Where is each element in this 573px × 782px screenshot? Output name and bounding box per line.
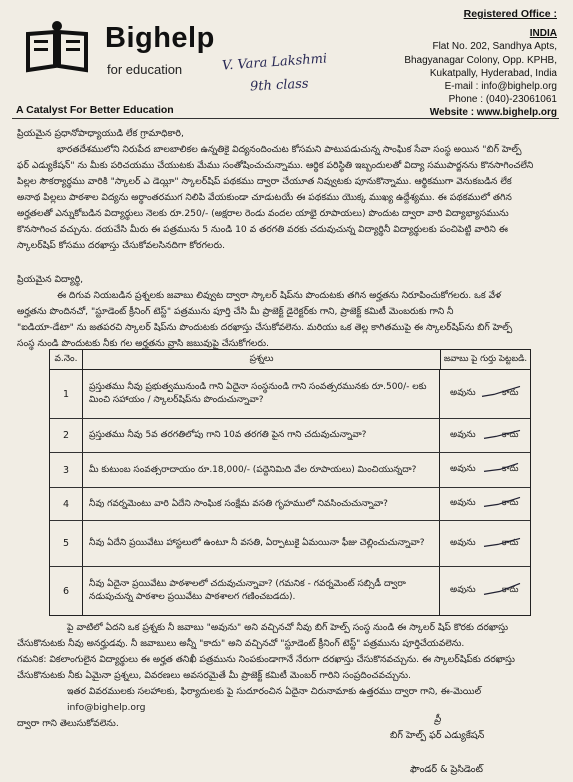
letter-to-headmaster [17,126,557,254]
office-country: INDIA [529,28,557,40]
text-line: పై వాటిలో ఏదని ఒక ప్రశ్నకు నీ జవాబు "అవును" అని వచ్చినచో నీవు బిగ్ హెల్ప్ సంస్థ నుండి ఈ స్కాలర్ షిప్ కొరకు దరఖాస్తు [67,622,509,633]
col-header-questions: ప్రశ్నలు [83,350,441,369]
text-line: అర్హతను పొందినచో, "స్టూడెంట్ క్రీనింగ్ టెస్ట్" పత్రమును పూర్తి చేసి మీ ప్రాజెక్ట్ డైరెక్టర్‌కు గాని, ప్రాజెక్ట్ కమిటీ మెంబరుకు గాని నీ [17,306,454,317]
text-line: ఫర్ ఎడ్యుకేషన్" ను మీకు పరిచయము చేయుటకు మేము సంతోషించుచున్నాము. ఆర్థిక పరిస్థితి ఇబ్బందులతో విద్యా సముపార్జనను కొనసాగించలేని [17,160,534,171]
row-number: 2 [50,419,83,452]
text-line: కొనసాగించ వచ్చును. దయచేసి మీరు ఈ పత్రమును 5 నుండి 10 వ తరగతి వరకు చదువుచున్న విద్యార్థినీ విద్యార్థులకు పంచిపెట్టి వారిని ఈ [17,224,508,235]
question-text: మీ కుటుంబ సంవత్సరాదాయం రూ.18,000/- (పద్దెనిమిది వేల రూపాయలు) మించియున్నదా? [83,453,440,487]
table-row [50,567,530,615]
checkmark-icon [480,460,524,476]
office-address-line: Bhagyanagar Colony, Opp. KPHB, [404,54,557,66]
handwritten-student-name: V. Vara Lakshmi [221,51,328,74]
answer-no[interactable]: కాదు [502,429,519,440]
answer-no[interactable]: కాదు [502,388,519,398]
text-line: స్కాలర్‌షిప్ కోసము దరఖాస్తు చేసుకోవలసినదిగా కోరగలరు. [17,240,226,251]
question-text: నీవు ఏదేని ప్రయివేటు హాస్టలులో ఉంటూ నీ వసతి, ఏర్పాటుకై ఏమయినా ఫీజు చెల్లించుచున్నావా? [83,521,440,566]
text-line: ప్రియమైన విద్యార్థి, [17,274,84,285]
text-line: "ఐడియా-డేటా" ను జతపరచి స్కాలర్ షిప్‌ను పొందుటకు దరఖాస్తు చేసుకోవలెను. మరియు ఒక తెల్ల కాగితముపై ఈ స్కాలర్‌షిప్‌ను బిగ్ హెల్ప్ [17,322,513,333]
brand-subtitle: for education [107,62,183,77]
registered-office-block [337,8,557,120]
answer-cell[interactable] [440,488,530,520]
text-line: ప్రియమైన ప్రధానోపాధ్యాయుడి లేక గ్రామాధికారి, [17,128,184,139]
answer-cell[interactable] [440,453,530,487]
signature-block [390,712,484,778]
row-number: 6 [50,567,83,615]
table-row [50,453,530,488]
row-number: 5 [50,521,83,566]
letter-to-student [17,272,557,352]
question-text: నీవు గవర్నమెంటు వారి ఏదేని సాంఘిక సంక్షేమ వసతి గృహములో నివసించుచున్నావా? [83,488,440,520]
table-header [50,350,530,370]
checkmark-icon [480,581,524,597]
checkmark-icon [480,494,524,510]
text-line: చేసుకొనుటకు నీవు అనర్హుడవు. నీ జవాబులు అన్నీ "కాదు" అని వచ్చినచో "స్టూడెంట్ క్రీనింగ్ టెస్ట్" పత్రమును పూర్తిచేయవలెను. [17,638,465,649]
slogan: A Catalyst For Better Education [16,104,174,116]
office-email: E-mail : info@bighelp.org [444,81,557,93]
answer-cell[interactable] [440,567,530,615]
signature-org: బిగ్ హెల్ప్ ఫర్ ఎడ్యుకేషన్ [390,730,485,741]
question-text: ప్రస్తుతము నీవు 5వ తరగతిలోపు గాని 10వ తరగతి పైన గాని చదువుచున్నావా? [83,419,440,452]
office-address-line: Kukatpally, Hyderabad, India [429,67,557,79]
answer-no[interactable]: కాదు [502,585,519,595]
checkmark-icon [480,384,524,400]
row-number: 3 [50,453,83,487]
table-row [50,419,530,453]
header-divider [12,118,559,119]
col-header-answer: జవాబు పై గుర్తు పెట్టబడి. [443,353,528,364]
office-address-line: Flat No. 202, Sandhya Apts, [432,41,557,53]
brand-name: Bighelp [105,22,215,54]
office-title: Registered Office : [463,8,557,20]
answer-no[interactable]: కాదు [502,537,519,548]
checkmark-icon [480,426,524,442]
text-line: సంస్థ నుండి పొందుటకు నీకు గల అర్హతను వ్రాసి జబువుపై చేసుకోగలరు. [17,338,269,349]
table-row [50,370,530,419]
answer-cell[interactable] [440,370,530,418]
signature-mark: ప్రీ [434,714,441,725]
answer-yes[interactable]: అవును [450,498,476,508]
answer-no[interactable]: కాదు [502,464,519,474]
row-number: 1 [50,370,83,418]
col-header-number: వ.నెం. [50,350,83,369]
question-text: నీవు ఏదైనా ప్రయివేటు పాఠశాలలో చదువుచున్నావా? (గమనిక - గవర్నమెంట్ సబ్సిడీ ద్వారా నడుపుచున్న పాఠశాల ప్రయివేటు పాఠశాలగ గణించబడదు). [83,567,440,615]
text-line: అనాథ పిల్లలు పాఠశాల విద్యను అర్థాంతరముగ నిలిపి వేయకుండా చూడుటయే ఈ పథకము యొక్క ముఖ్య ఉద్దేశ్యము. ఈ పథకములో తగిన [17,192,512,203]
row-number: 4 [50,488,83,520]
question-text: ప్రస్తుతము నీవు ప్రభుత్వమునుండి గాని ఏదైనా సంస్థనుండి గాని సంవత్సరమునకు రూ.500/- లకు మించి సహాయం / స్కాలర్‌షిప్‌ను పొందుచున్నావా? [83,370,440,418]
answer-cell[interactable] [440,419,530,452]
answer-yes[interactable]: అవును [450,429,476,440]
handwritten-class: 9th class [249,76,309,95]
answer-no[interactable]: కాదు [502,498,519,508]
answer-yes[interactable]: అవును [450,388,476,398]
text-line: గమనిక: వికలాంగులైన విద్యార్థులు ఈ అర్హత తనిఖీ పత్రమును నింపకుండాగానే నేరుగా దరఖాస్తు చేసుకొనవచ్చును. ఈ స్కాలర్‌షిప్‌కు దరఖాస్తు [17,654,515,665]
office-website: Website : www.bighelp.org [429,107,557,119]
open-book-logo-icon [22,20,92,78]
answer-cell[interactable] [440,521,530,566]
text-line: చేసుకొనుటకు నీకు ఏమైనా ప్రశ్నలు, వివరణలు అవసరమైతే మీ ప్రాజెక్ట్ కమిటీ మెంబర్ గారిని సంప్రదించవచ్చును. [17,670,411,681]
office-phone: Phone : (040)-23061061 [448,94,557,106]
table-row [50,488,530,521]
eligibility-table [49,349,531,616]
text-line: ఇతర వివరములకు సలహాలకు, ఫిర్యాదులకు పై సుదూరంచిన ఏదైనా చిరునామాకు ఉత్తరము ద్వారా గాని, ఈ-మెయిల్ info@bighelp.org [67,686,482,713]
signature-role: ఫౌండర్ & ప్రెసిడెంట్ [410,764,483,775]
answer-yes[interactable]: అవును [450,585,476,595]
answer-yes[interactable]: అవును [450,464,476,474]
text-line: పిల్లల సౌకర్యార్థము వారికి "స్కాలర్ ఎ డెయ్లీ" స్కాలర్‌షిప్ పథకము ద్వారా చేయూత నివ్వుటకు పూనుకొన్నాము. ఆర్థికముగా వెనుకబడిన లేక [17,176,512,187]
text-line: ఈ దిగువ నియబడిన ప్రశ్నలకు జవాబు లివ్వుట ద్వారా స్కాలర్ షిప్‌ను పొందుటకు తగిన అర్హతను నిరూపించుకోగలరు. ఒక వేళ [57,290,501,301]
text-line: భారతదేశములోని నిరుపేద బాలబాలికల ఉన్నతికై విద్యనందించుట కోసమని పాటుపడుచున్న సాంఘిక సేవా సంస్థ అయిన "బిగ్ హెల్ప్ [57,144,522,155]
text-line: ద్వారా గాని తెలుసుకోవలెను. [17,718,119,729]
text-line: అర్హతలతో ఎన్నుకోబడిన విద్యార్థులు నెలకు రూ.250/- (అక్షరాల రెండు వందల యాభై రూపాయలు) పొందుట ద్వారా వారి విద్యాభ్యాసమును [17,208,509,219]
table-row [50,521,530,567]
checkmark-icon [480,534,524,550]
answer-yes[interactable]: అవును [450,537,476,548]
